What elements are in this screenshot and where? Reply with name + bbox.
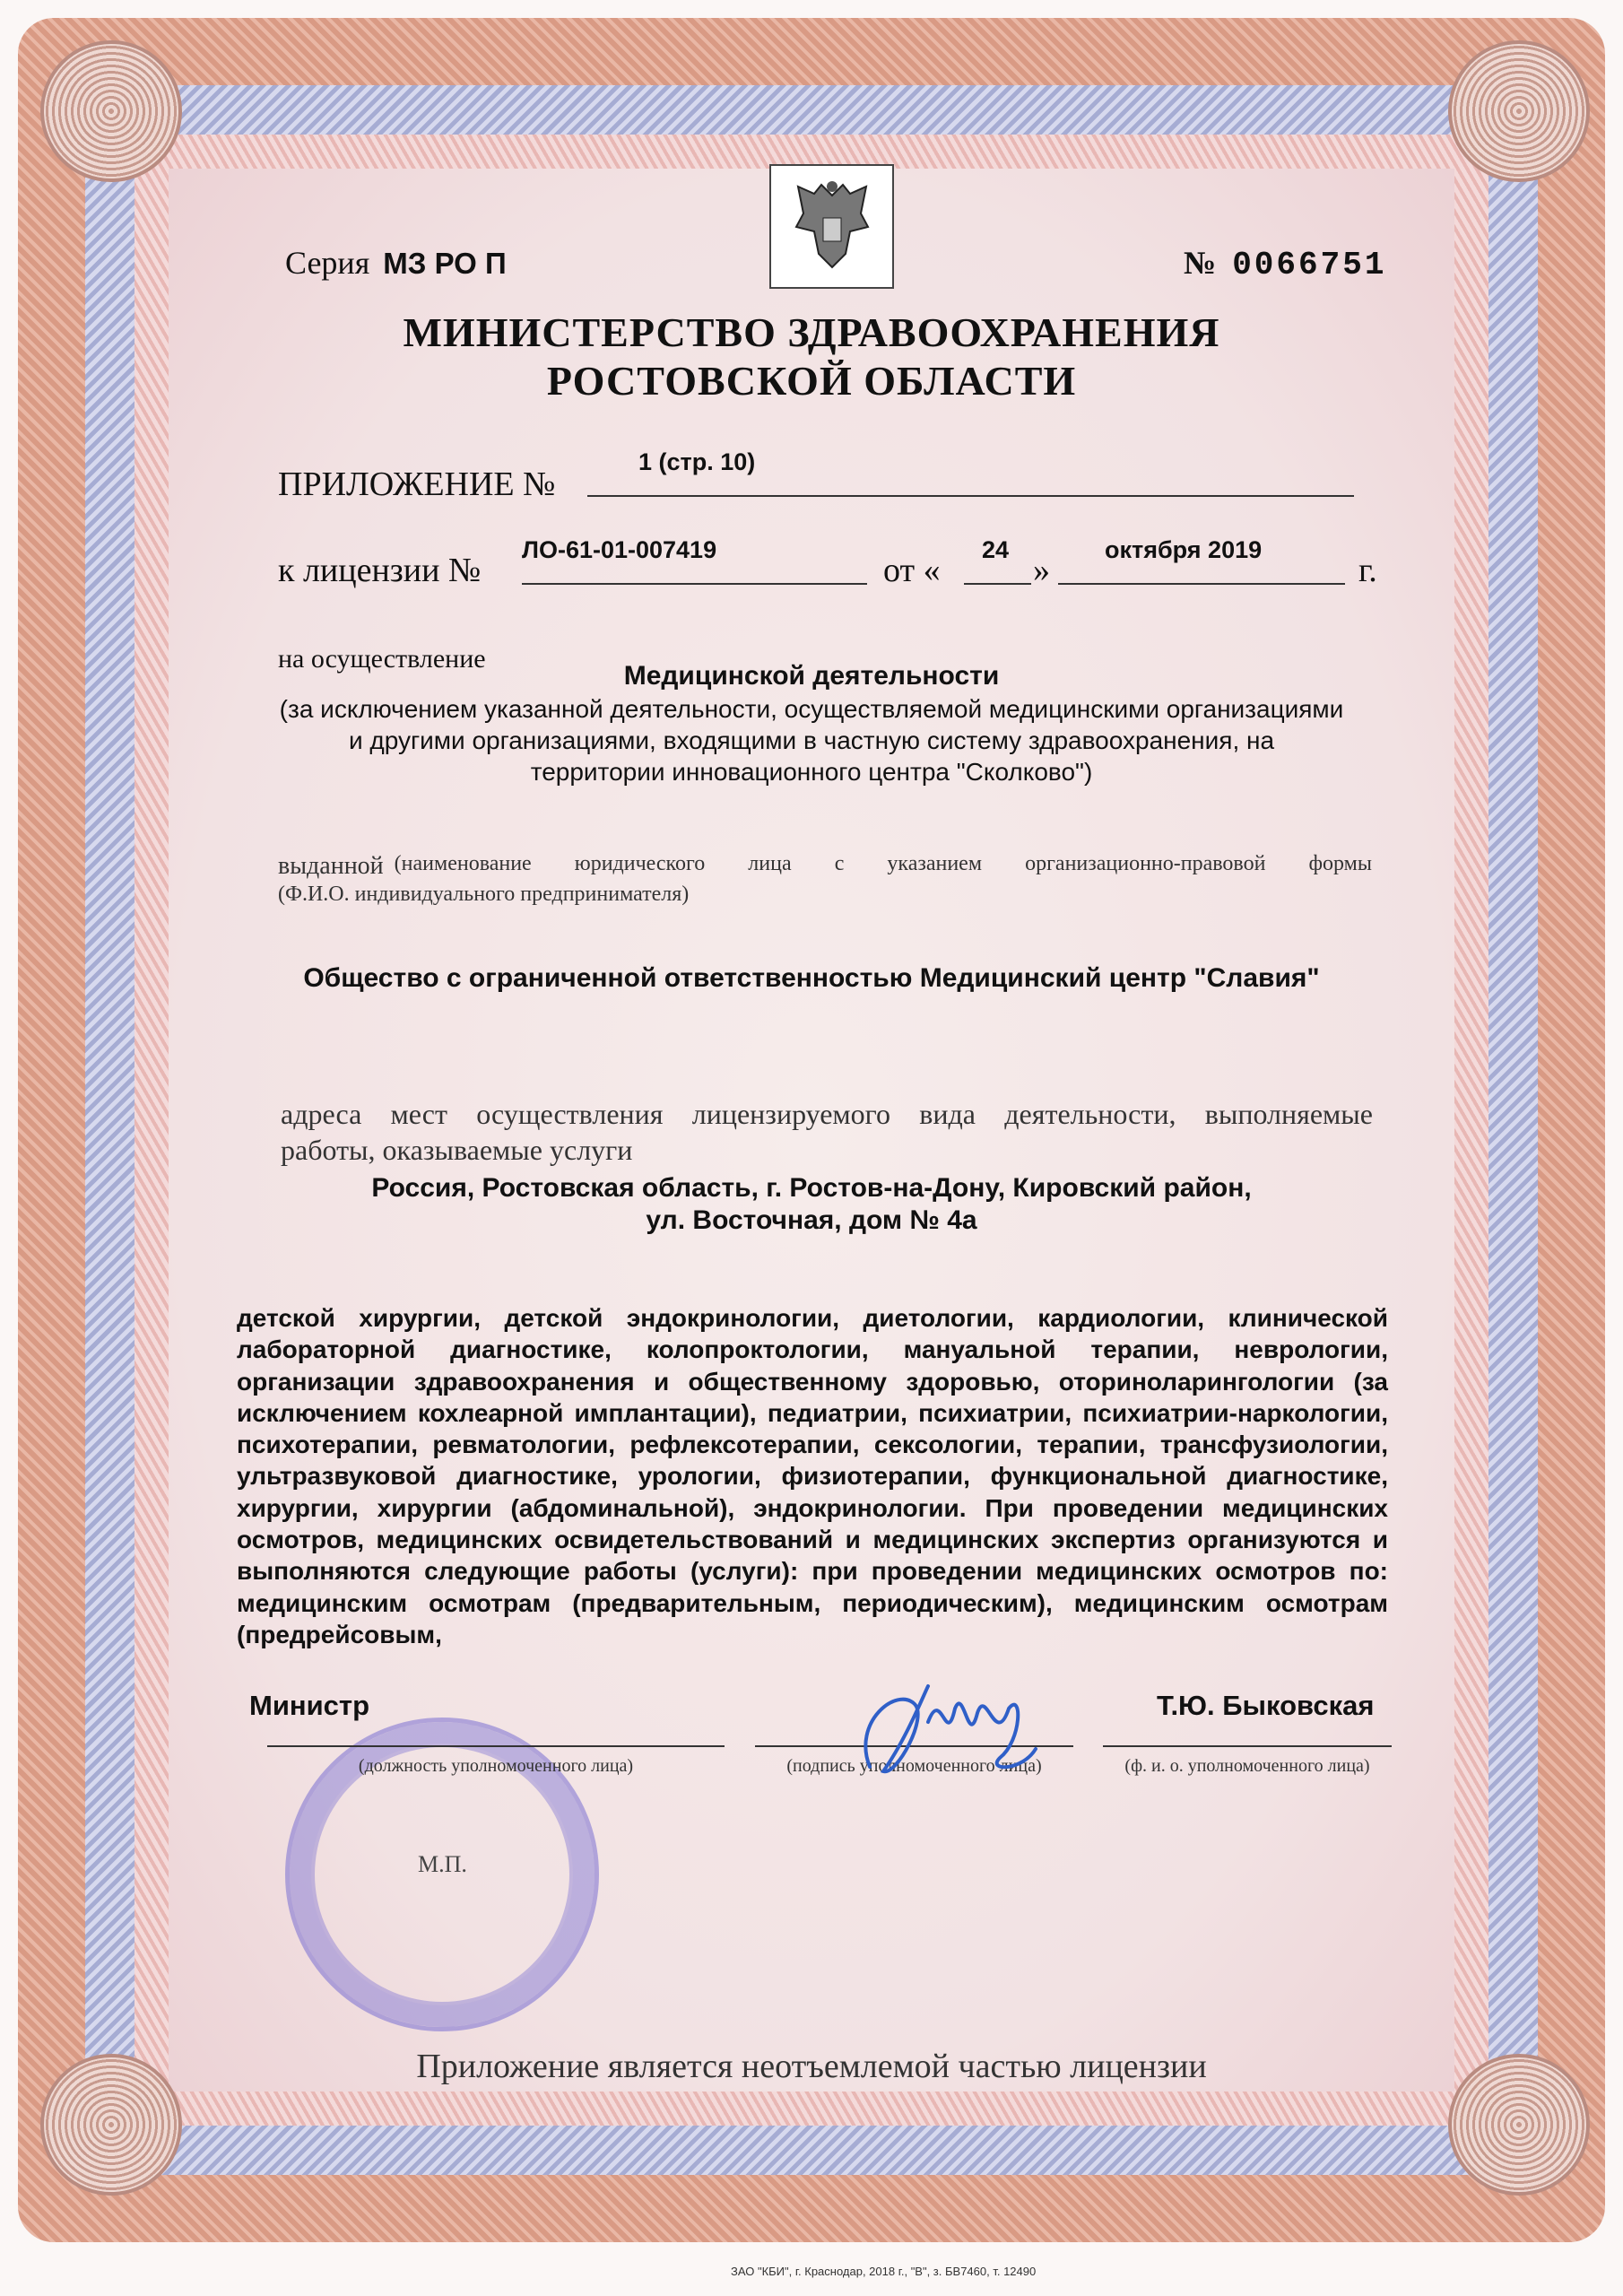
organization-name: Общество с ограниченной ответственностью Медицинский центр "Славия" (303, 963, 1320, 993)
activity-line: (за исключением указанной деятельности, осуществляемой медицинскими организациями (279, 695, 1344, 723)
signatory-position: Министр (249, 1690, 370, 1721)
eagle-icon (787, 178, 877, 276)
license-label: к лицензии № (278, 552, 482, 589)
issued-label: выданной (278, 852, 384, 880)
caption-position: (должность уполномоченного лица) (358, 1756, 634, 1776)
name-line (1103, 1745, 1392, 1747)
series-label: Серия (285, 245, 370, 281)
printer-info: ЗАО "КБИ", г. Краснодар, 2018 г., "В", з. БВ7460, т. 12490 (731, 2265, 1037, 2278)
ministry-title-line2: РОСТОВСКОЙ ОБЛАСТИ (546, 358, 1077, 404)
license-day: 24 (982, 536, 1010, 563)
year-suffix: г. (1358, 552, 1377, 589)
coat-of-arms-emblem (769, 164, 894, 289)
month-underline (1058, 583, 1345, 585)
caption-name: (ф. и. о. уполномоченного лица) (1124, 1756, 1370, 1776)
activity-line: и другими организациями, входящими в частную систему здравоохранения, на (348, 726, 1275, 754)
series-value: МЗ РО П (383, 247, 507, 280)
license-month-year: октября 2019 (1105, 536, 1263, 563)
blank-number (1184, 244, 1386, 283)
series (285, 244, 507, 282)
activity-label: на осуществление (278, 644, 486, 674)
services-list: детской хирургии, детской эндокринологии, диетологии, кардиологии, клинической лабораторной диагностике, колопроктологии, мануальной терапии, неврологии, организации здравоохранения и общественному здоровью, оториноларингологии (за исключением кохлеарной имплантации), педиатрии, психиатрии, психиатрии-наркологии, психотерапии, ревматологии, рефлексотерапии, сексологии, терапии, трансфузиологии, ультразвуковой диагностике, урологии, физиотерапии, функциональной диагностике, хирургии, хирургии (абдоминальной), эндокринологии. При проведении медицинских осмотров, медицинских освидетельствований и медицинских экспертиз организуются и выполняются следующие работы (услуги): при проведении медицинских осмотров по: медицинским осмотрам (предварительным, периодическим), медицинским осмотрам (предрейсовым, (237, 1304, 1388, 1648)
appendix-underline (587, 495, 1354, 497)
address-label-2: работы, оказываемые услуги (281, 1134, 633, 1166)
license-from-label: от « (883, 552, 941, 589)
license-number-underline (522, 583, 867, 585)
corner-rosette (1448, 40, 1590, 182)
number-value: 0066751 (1232, 247, 1387, 283)
address-line-2: ул. Восточная, дом № 4а (646, 1205, 977, 1235)
address-label-1: адреса мест осуществления лицензируемого вида деятельности, выполняемые (281, 1098, 1373, 1130)
activity-line: территории инновационного центра "Сколково") (530, 758, 1093, 786)
ministry-title-line1: МИНИСТЕРСТВО ЗДРАВООХРАНЕНИЯ (403, 309, 1220, 355)
issued-hint-2: (Ф.И.О. индивидуального предпринимателя) (278, 883, 690, 906)
appendix-value: 1 (стр. 10) (638, 448, 756, 475)
signatory-name: Т.Ю. Быковская (1157, 1690, 1375, 1721)
activity-description (224, 693, 1399, 787)
license-day-close: » (1033, 552, 1050, 589)
day-underline (964, 583, 1031, 585)
issued-hint: (наименование юридического лица с указанием организационно-правовой формы (394, 852, 1372, 875)
corner-rosette (1448, 2054, 1590, 2196)
footer-note: Приложение является неотъемлемой частью лицензии (416, 2048, 1207, 2085)
license-number: ЛО-61-01-007419 (522, 536, 717, 563)
handwritten-signature (843, 1668, 1049, 1785)
appendix-label: ПРИЛОЖЕНИЕ № (278, 465, 556, 503)
corner-rosette (40, 40, 182, 182)
address-line-1: Россия, Ростовская область, г. Ростов-на-Дону, Кировский район, (371, 1173, 1252, 1203)
activity-name: Медицинской деятельности (623, 661, 1000, 691)
stamp-place-label: М.П. (418, 1851, 467, 1877)
caption-signature: (подпись уполномоченного лица) (786, 1756, 1042, 1776)
corner-rosette (40, 2054, 182, 2196)
position-line (267, 1745, 725, 1747)
number-label: № (1184, 245, 1217, 281)
issued-row (278, 852, 1372, 881)
